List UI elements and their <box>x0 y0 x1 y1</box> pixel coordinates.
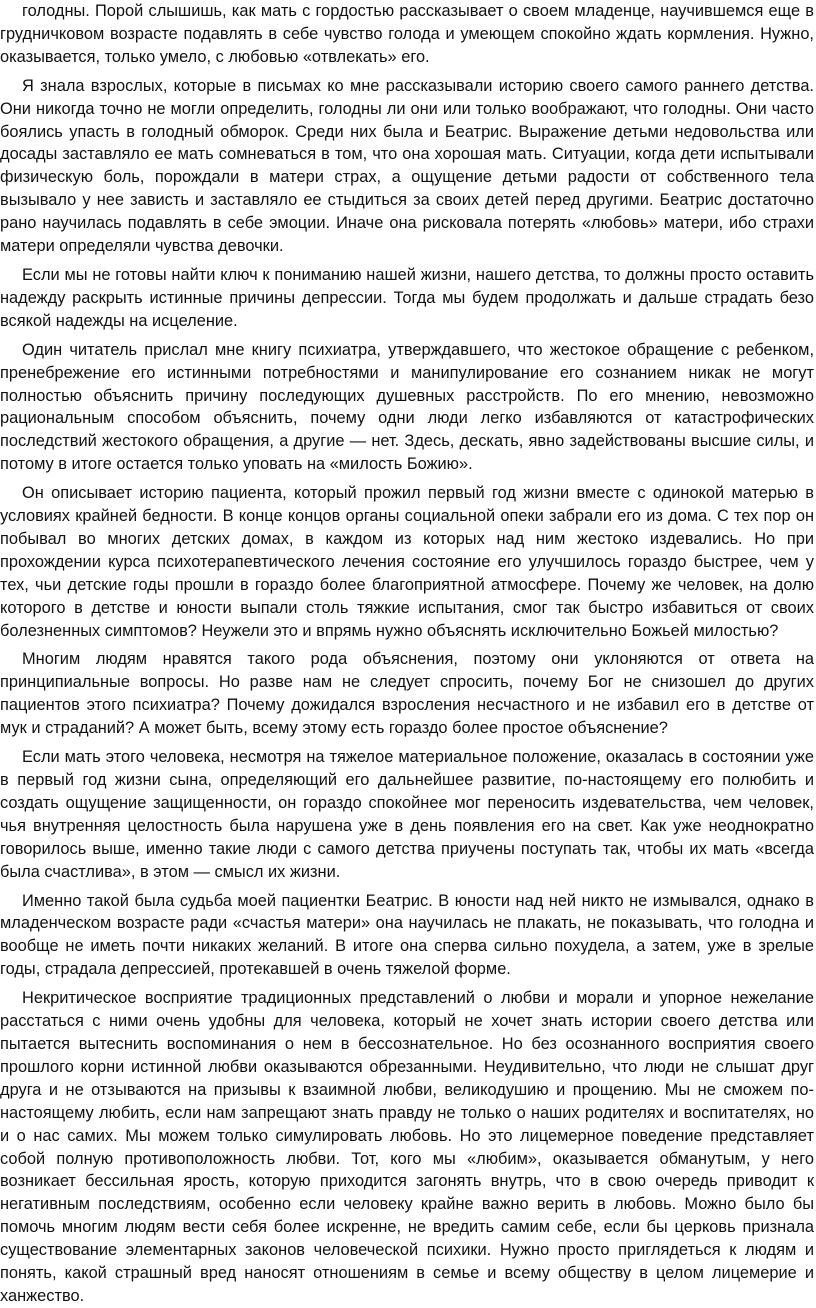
paragraph-6: Многим людям нравятся такого рода объяснения, поэтому они уклоняются от ответа на принципиальные вопросы. Но разве нам не следует спросить, почему Бог не снизошел до других пациентов этого психиатра? Почему дожидался взросления несчастного и не избавил его в детстве от мук и страданий? А может быть, всему этому есть гораздо более простое объяснение? <box>0 650 814 738</box>
paragraph-3: Если мы не готовы найти ключ к пониманию нашей жизни, нашего детства, то должны просто оставить надежду раскрыть истинные причины депрессии. Тогда мы будем продолжать и дальше страдать безо всякой надежды на исцеление. <box>0 265 814 330</box>
paragraph-1: голодны. Порой слышишь, как мать с гордостью рассказывает о своем младенце, научившемся еще в грудничковом возрасте подавлять в себе чувство голода и умеющем спокойно ждать кормления. Нужно, оказывается, только умело, с любовью «отвлекать» его. <box>0 2 814 66</box>
paragraph-4: Один читатель прислал мне книгу психиатра, утверждавшего, что жестокое обращение с ребенком, пренебрежение его истинными потребностями и манипулирование его сознанием никак не могут полностью объяснить причину последующих душевных расстройств. По его мнению, невозможно рациональным способом объяснить, почему одни люди легко избавляются от катастрофических последствий жестокого обращения, а другие — нет. Здесь, дескать, явно задействованы высшие силы, и потому в итоге остается только уповать на «милость Божию». <box>0 340 814 474</box>
paragraph-2: Я знала взрослых, которые в письмах ко мне рассказывали историю своего самого раннего детства. Они никогда точно не могли определить, голодны ли они или только воображают, что голодны. Они часто боялись упасть в голодный обморок. Среди них была и Беатрис. Выражение детьми недовольства или досады заставляло ее мать сомневаться в том, что она хорошая мать. Ситуации, когда дети испытывали физическую боль, порождали в матери страх, а ощущение детьми радости от собственного тела вызывало у нее зависть и заставляло ее стыдиться за своих детей перед другими. Беатрис достаточно рано научилась подавлять в себе эмоции. Иначе она рисковала потерять «любовь» матери, ибо страхи матери определяли чувства девочки. <box>0 76 814 256</box>
paragraph-7: Если мать этого человека, несмотря на тяжелое материальное положение, оказалась в состоянии уже в первый год жизни сына, определяющий его дальнейшее развитие, по-настоящему его полюбить и создать ощущение защищенности, он гораздо спокойнее мог переносить издевательства, чем человек, чья внутренняя целостность была нарушена уже в день появления его на свет. Как уже неоднократно говорилось выше, именно такие люди с самого детства приучены поступать так, чтобы их мать «всегда была счастлива», в этом — смысл их жизни. <box>0 748 814 881</box>
paragraph-5: Он описывает историю пациента, который прожил первый год жизни вместе с одинокой матерью в условиях крайней бедности. В конце концов органы социальной опеки забрали его из дома. С тех пор он побывал во многих детских домах, в каждом из которых над ним жестоко издевались. Но при прохождении курса психотерапевтического лечения состояние его улучшилось гораздо быстрее, чем у тех, чьи детские годы прошли в гораздо более благоприятной атмосфере. Почему же человек, на долю которого в детстве и юности выпали столь тяжкие испытания, смог так быстро избавиться от своих болезненных симптомов? Неужели это и впрямь нужно объяснять исключительно Божьей милостью? <box>0 484 814 640</box>
paragraph-8: Именно такой была судьба моей пациентки Беатрис. В юности над ней никто не измывался, однако в младенческом возрасте ради «счастья матери» она научилась не плакать, не показывать, что голодна и вообще не иметь почти никаких желаний. В итоге она сперва сильно похудела, а затем, уже в зрелые годы, страдала депрессией, протекавшей в очень тяжелой форме. <box>0 891 814 979</box>
paragraph-9: Некритическое восприятие традиционных представлений о любви и морали и упорное нежелание расстаться с ними очень удобны для человека, который не хочет знать истории своего детства или пытается вытеснить воспоминания о нем в бессознательное. Но без осознанного восприятия своего прошлого корни истинной любви оказываются обрезанными. Неудивительно, что люди не слышат друг друга и не отзываются на призывы к взаимной любви, великодушию и прощению. Мы не сможем по-настоящему любить, если нам запрещают знать правду не только о наших родителях и воспитателях, но и о нас самих. Мы можем только симулировать любовь. Но это лицемерное поведение представляет собой полную противоположность любви. Тот, кого мы «любим», оказывается обманутым, у него возникает бессильная ярость, которую приходится загонять внутрь, что в свою очередь приводит к негативным последствиям, особенно если человеку крайне важно верить в любовь. Можно было бы помочь многим людям вести себя более искренне, не вредить самим себе, если бы церковь признала существование элементарных законов человеческой психики. Нужно просто приглядеться к людям и понять, какой страшный вред наносят отношениям в семье и всему обществу в целом лицемерие и ханжество. <box>0 989 814 1305</box>
